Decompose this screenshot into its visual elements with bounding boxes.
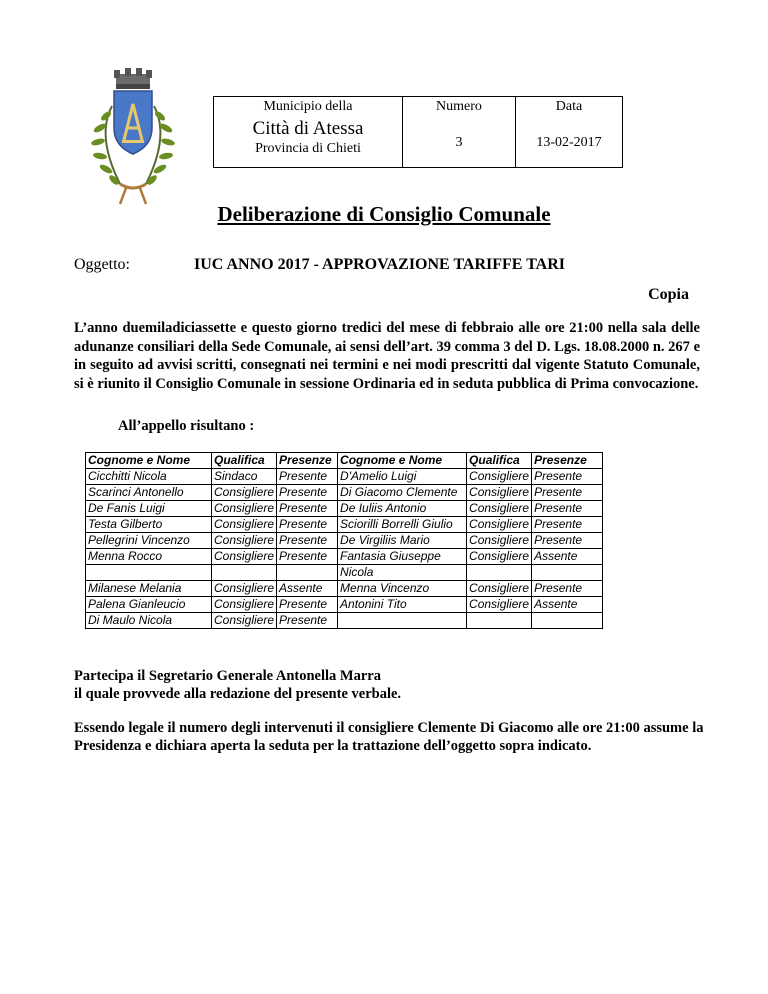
table-row bbox=[86, 549, 603, 565]
cell-qualifica: Consigliere bbox=[212, 485, 277, 501]
cell-qualifica bbox=[212, 565, 277, 581]
appello-label: All’appello risultano : bbox=[118, 418, 255, 434]
cell-qualifica: Consigliere bbox=[467, 501, 532, 517]
cell-presenze: Presente bbox=[532, 581, 603, 597]
table-row bbox=[86, 597, 603, 613]
cell-presenze: Presente bbox=[277, 485, 338, 501]
cell-cognome-nome: Menna Vincenzo bbox=[338, 581, 467, 597]
provincia-label: Provincia di Chieti bbox=[255, 141, 361, 156]
cell-qualifica: Sindaco bbox=[212, 469, 277, 485]
cell-presenze: Assente bbox=[277, 581, 338, 597]
table-row bbox=[86, 501, 603, 517]
table-row bbox=[86, 469, 603, 485]
table-row bbox=[86, 565, 603, 581]
cell-presenze: Presente bbox=[277, 469, 338, 485]
cell-cognome-nome: Di Maulo Nicola bbox=[86, 613, 212, 629]
cell-cognome-nome: De Virgiliis Mario bbox=[338, 533, 467, 549]
numero-cell bbox=[403, 97, 516, 168]
header-cognome-nome: Cognome e Nome bbox=[338, 453, 467, 469]
header-qualifica: Qualifica bbox=[467, 453, 532, 469]
cell-qualifica: Consigliere bbox=[212, 501, 277, 517]
cell-cognome-nome: Fantasia Giuseppe bbox=[338, 549, 467, 565]
oggetto-label: Oggetto: bbox=[74, 256, 130, 273]
cell-qualifica: Consigliere bbox=[467, 485, 532, 501]
cell-presenze bbox=[277, 565, 338, 581]
cell-presenze: Presente bbox=[277, 549, 338, 565]
header-presenze: Presenze bbox=[532, 453, 603, 469]
cell-presenze: Presente bbox=[532, 469, 603, 485]
cell-qualifica: Consigliere bbox=[467, 581, 532, 597]
cell-presenze: Presente bbox=[532, 501, 603, 517]
attendance-header-row bbox=[86, 453, 603, 469]
intro-paragraph: L’anno duemiladiciassette e questo giorno tredici del mese di febbraio alle ore 21:00 nella sala delle adunanze consiliari della Sede Comunale, ai sensi dell’art. 39 comma 3 del D. Lgs. 18.08.2000 n. 267 e in seguito ad avvisi scritti, consegnati nei termini e nei modi prescritti dal vigente Statuto Comunale, si è riunito il Consiglio Comunale in sessione Ordinaria ed in seduta pubblica di Prima convocazione. bbox=[74, 320, 700, 392]
cell-cognome-nome: Cicchitti Nicola bbox=[86, 469, 212, 485]
secretary-line-1: Partecipa il Segretario Generale Antonella Marra bbox=[74, 668, 381, 684]
municipio-cell bbox=[214, 97, 403, 168]
cell-qualifica: Consigliere bbox=[467, 549, 532, 565]
header-cognome-nome: Cognome e Nome bbox=[86, 453, 212, 469]
cell-cognome-nome bbox=[86, 565, 212, 581]
table-row bbox=[86, 517, 603, 533]
cell-cognome-nome: Pellegrini Vincenzo bbox=[86, 533, 212, 549]
cell-cognome-nome: Scarinci Antonello bbox=[86, 485, 212, 501]
town-crest-icon bbox=[78, 66, 188, 212]
cell-qualifica: Consigliere bbox=[467, 469, 532, 485]
cell-qualifica: Consigliere bbox=[212, 613, 277, 629]
cell-qualifica: Consigliere bbox=[212, 581, 277, 597]
cell-presenze: Presente bbox=[277, 501, 338, 517]
cell-qualifica bbox=[467, 565, 532, 581]
cell-cognome-nome: De Iuliis Antonio bbox=[338, 501, 467, 517]
cell-presenze: Presente bbox=[277, 533, 338, 549]
cell-cognome-nome: Di Giacomo Clemente bbox=[338, 485, 467, 501]
header-qualifica: Qualifica bbox=[212, 453, 277, 469]
oggetto-text: IUC ANNO 2017 - APPROVAZIONE TARIFFE TARI bbox=[194, 256, 566, 273]
cell-cognome-nome: De Fanis Luigi bbox=[86, 501, 212, 517]
cell-presenze: Presente bbox=[277, 517, 338, 533]
data-value: 13-02-2017 bbox=[536, 135, 602, 150]
numero-label: Numero bbox=[436, 99, 482, 114]
cell-presenze: Presente bbox=[532, 485, 603, 501]
data-cell bbox=[516, 97, 623, 168]
data-label: Data bbox=[555, 99, 583, 114]
secretary-line-2: il quale provvede alla redazione del presente verbale. bbox=[74, 685, 402, 702]
cell-cognome-nome: Milanese Melania bbox=[86, 581, 212, 597]
municipio-label: Municipio della bbox=[263, 99, 353, 114]
cell-cognome-nome: Palena Gianleucio bbox=[86, 597, 212, 613]
cell-presenze bbox=[532, 565, 603, 581]
copia-label: Copia bbox=[648, 286, 689, 303]
cell-qualifica: Consigliere bbox=[212, 533, 277, 549]
cell-qualifica: Consigliere bbox=[467, 597, 532, 613]
presidency-paragraph: Essendo legale il numero degli intervenuti il consigliere Clemente Di Giacomo alle ore 21:00 assume la Presidenza e dichiara aperta la seduta per la trattazione dell’oggetto sopra indicato. bbox=[74, 720, 704, 754]
cell-presenze: Presente bbox=[532, 517, 603, 533]
cell-presenze: Assente bbox=[532, 597, 603, 613]
cell-presenze: Presente bbox=[532, 533, 603, 549]
cell-presenze: Presente bbox=[277, 597, 338, 613]
cell-qualifica: Consigliere bbox=[467, 533, 532, 549]
cell-cognome-nome bbox=[338, 613, 467, 629]
table-row bbox=[86, 533, 603, 549]
attendance-table bbox=[85, 452, 603, 629]
header-presenze: Presenze bbox=[277, 453, 338, 469]
cell-qualifica: Consigliere bbox=[212, 597, 277, 613]
cell-cognome-nome: Sciorilli Borrelli Giulio bbox=[338, 517, 467, 533]
secretary-paragraph bbox=[74, 668, 401, 703]
table-row bbox=[86, 485, 603, 501]
cell-cognome-nome: Nicola bbox=[338, 565, 467, 581]
cell-presenze: Assente bbox=[532, 549, 603, 565]
cell-qualifica: Consigliere bbox=[467, 517, 532, 533]
document-title: Deliberazione di Consiglio Comunale bbox=[217, 202, 551, 226]
table-row bbox=[86, 581, 603, 597]
cell-presenze bbox=[532, 613, 603, 629]
table-row bbox=[86, 613, 603, 629]
cell-presenze: Presente bbox=[277, 613, 338, 629]
cell-cognome-nome: Menna Rocco bbox=[86, 549, 212, 565]
header-table bbox=[213, 96, 623, 168]
cell-cognome-nome: D'Amelio Luigi bbox=[338, 469, 467, 485]
citta-name: Città di Atessa bbox=[252, 118, 364, 139]
cell-qualifica: Consigliere bbox=[212, 517, 277, 533]
cell-qualifica bbox=[467, 613, 532, 629]
cell-cognome-nome: Testa Gilberto bbox=[86, 517, 212, 533]
cell-cognome-nome: Antonini Tito bbox=[338, 597, 467, 613]
numero-value: 3 bbox=[455, 135, 463, 150]
cell-qualifica: Consigliere bbox=[212, 549, 277, 565]
